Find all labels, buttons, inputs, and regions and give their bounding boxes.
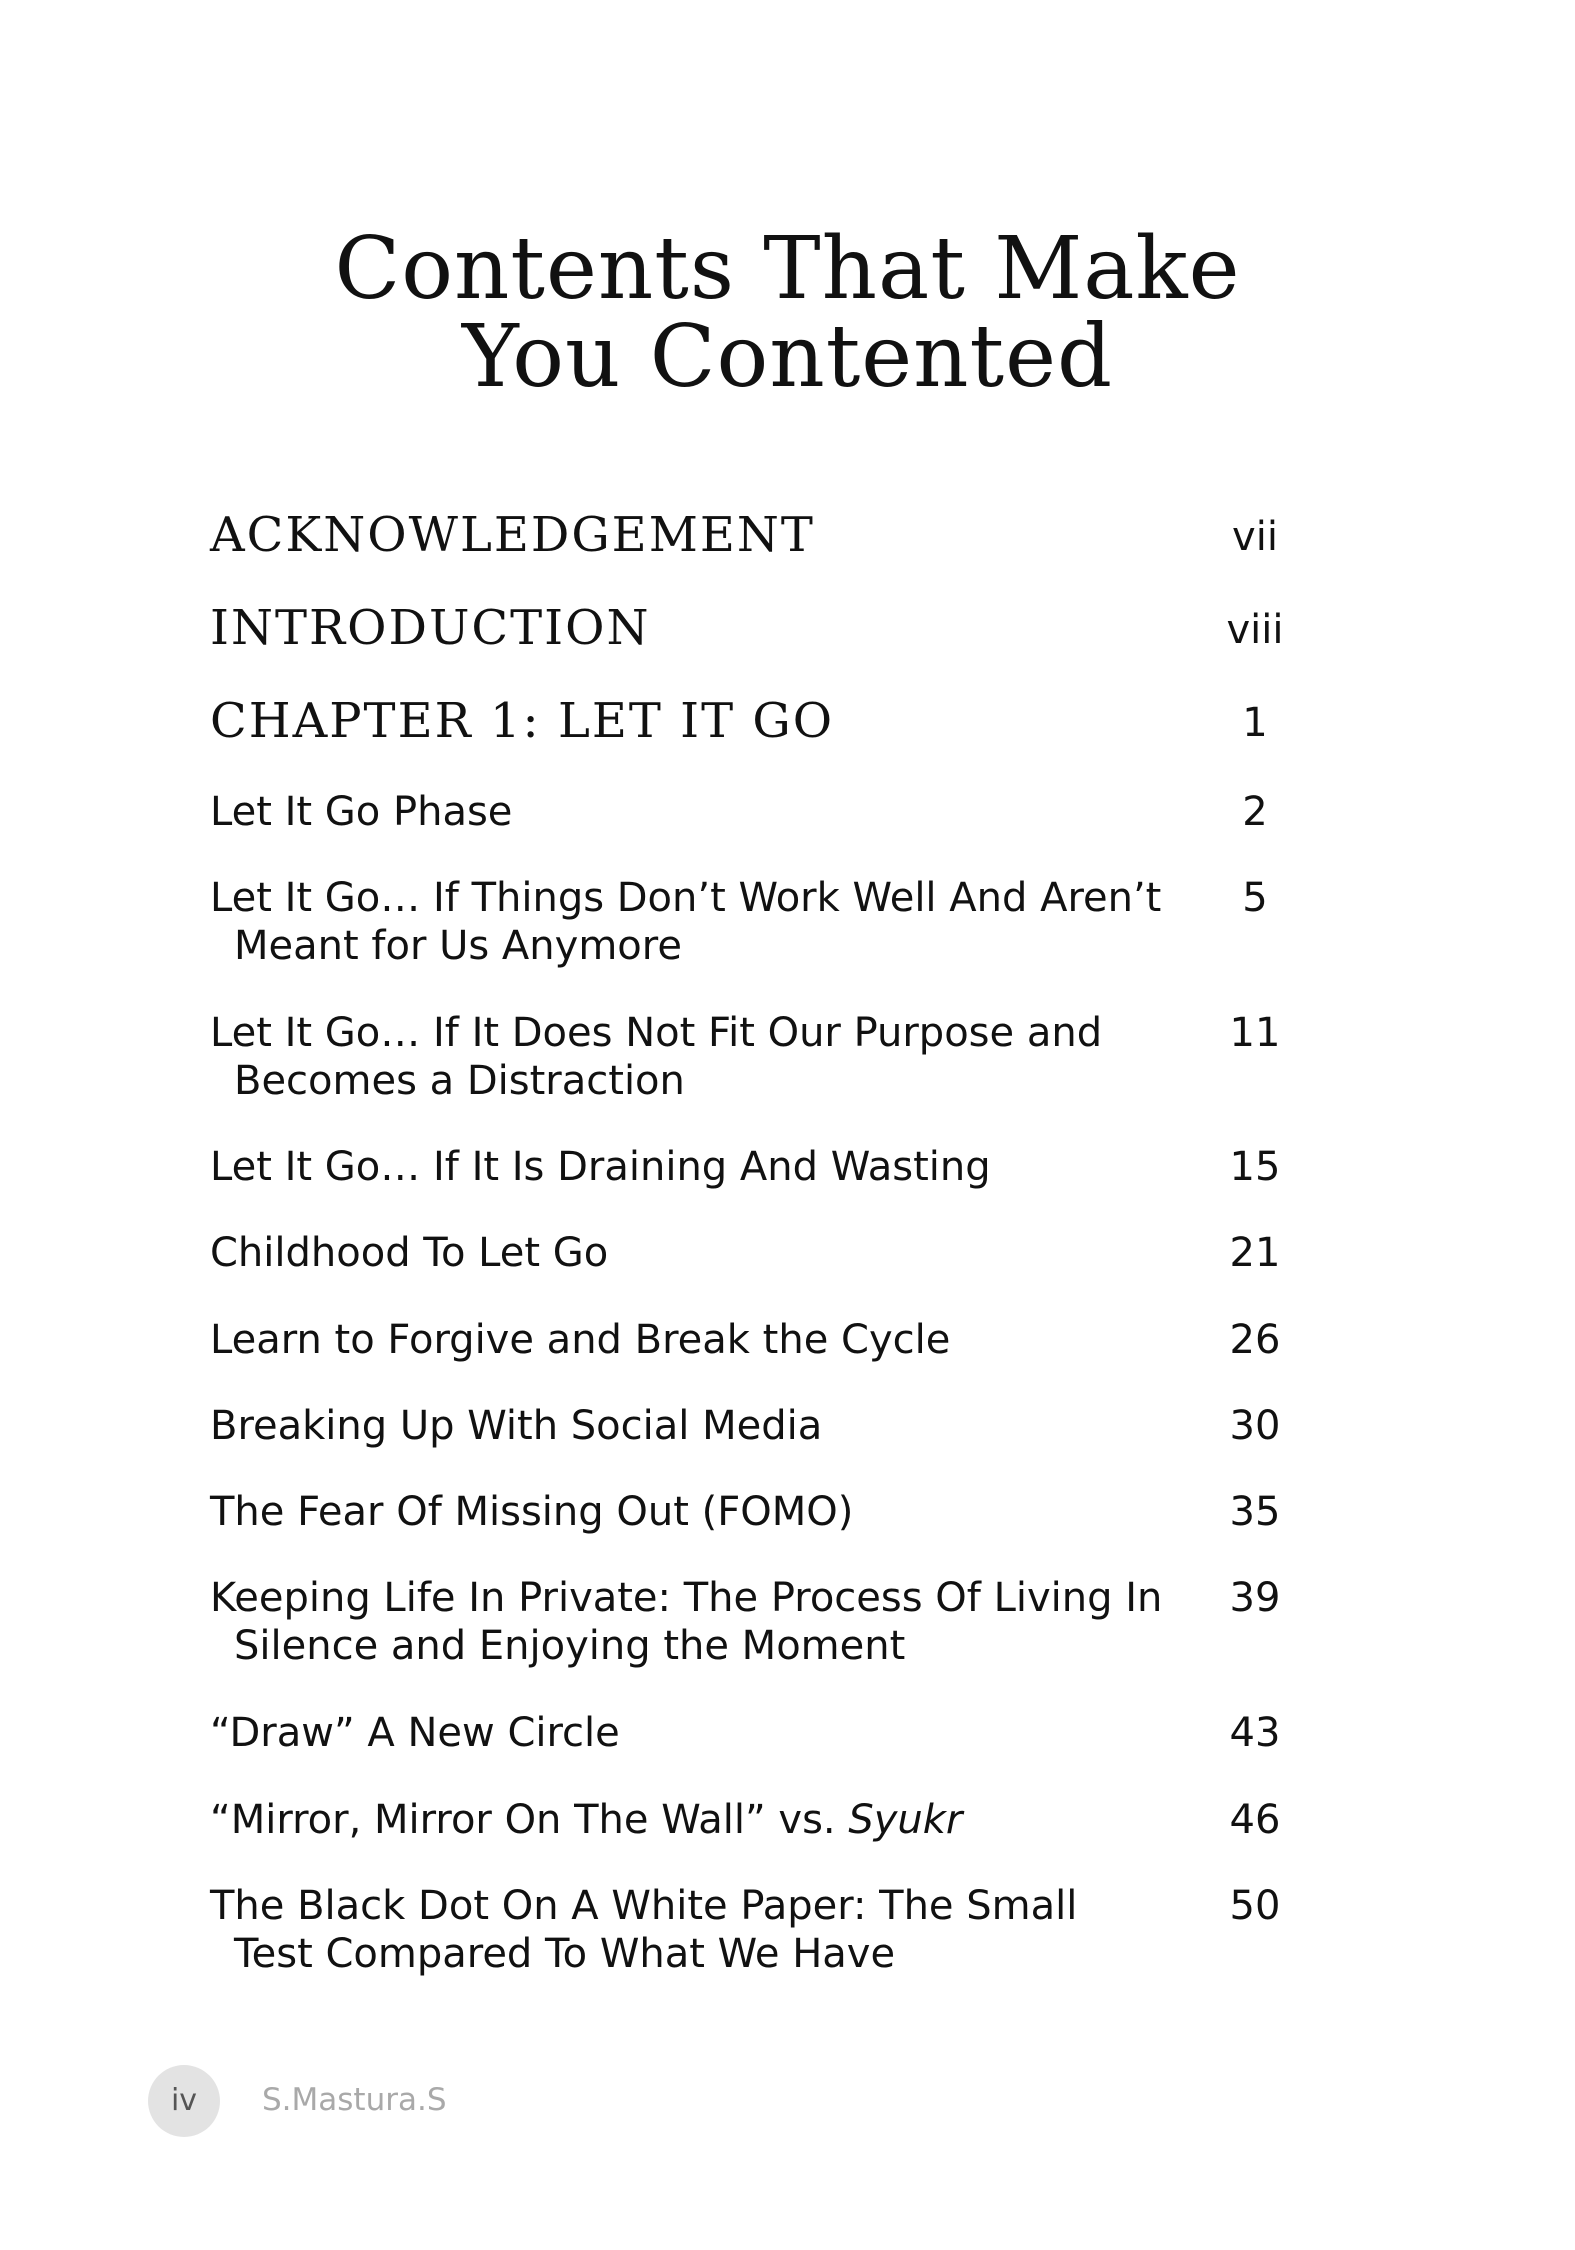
toc-entry-label: “Draw” A New Circle <box>210 1710 620 1756</box>
toc-entry-label: ACKNOWLEDGEMENT <box>210 507 815 563</box>
toc-entry-page: 30 <box>1229 1403 1281 1449</box>
toc-entry-label: Learn to Forgive and Break the Cycle <box>210 1317 951 1363</box>
toc-entry-label: “Mirror, Mirror On The Wall” vs. Syukr <box>210 1797 963 1843</box>
toc-entry-page: 1 <box>1242 700 1268 746</box>
toc-entry-label: Breaking Up With Social Media <box>210 1403 823 1449</box>
toc-entry-page: 39 <box>1229 1575 1281 1621</box>
toc-entry-page: viii <box>1226 607 1284 653</box>
toc-entry-label: Keeping Life In Private: The Process Of Living In Silence and Enjoying the Moment <box>210 1575 1163 1669</box>
toc-entry-label: Let It Go… If It Is Draining And Wasting <box>210 1144 991 1190</box>
contents-title-line-2: You Contented <box>461 307 1114 407</box>
toc-entry-label: Let It Go… If It Does Not Fit Our Purpose and Becomes a Distraction <box>210 1010 1103 1104</box>
toc-entry-label: INTRODUCTION <box>210 600 651 656</box>
toc-entry-page: 43 <box>1229 1710 1281 1756</box>
toc-entry-page: 35 <box>1229 1489 1281 1535</box>
toc-entry-page: 15 <box>1229 1144 1281 1190</box>
toc-entry-label: Childhood To Let Go <box>210 1230 609 1276</box>
contents-title-line-1: Contents That Make <box>334 219 1241 319</box>
toc-entry-page: 46 <box>1229 1797 1281 1843</box>
toc-entry-label: Let It Go Phase <box>210 789 513 835</box>
toc-entry-label: CHAPTER 1: LET IT GO <box>210 693 835 749</box>
toc-entry-page: 2 <box>1242 789 1268 835</box>
toc-entry-page: vii <box>1232 514 1278 560</box>
page-number-badge: iv <box>148 2065 220 2137</box>
toc-entry-page: 21 <box>1229 1230 1281 1276</box>
toc-entry-label: Let It Go… If Things Don’t Work Well And Aren’t Meant for Us Anymore <box>210 875 1162 969</box>
author-name: S.Mastura.S <box>262 2082 447 2118</box>
toc-entry-label: The Black Dot On A White Paper: The Small Test Compared To What We Have <box>210 1883 1078 1977</box>
toc-entry-page: 26 <box>1229 1317 1281 1363</box>
toc-entry-page: 50 <box>1229 1883 1281 1929</box>
toc-entry-label: The Fear Of Missing Out (FOMO) <box>210 1489 854 1535</box>
toc-entry-page: 5 <box>1242 875 1268 921</box>
toc-entry-page: 11 <box>1229 1010 1281 1056</box>
